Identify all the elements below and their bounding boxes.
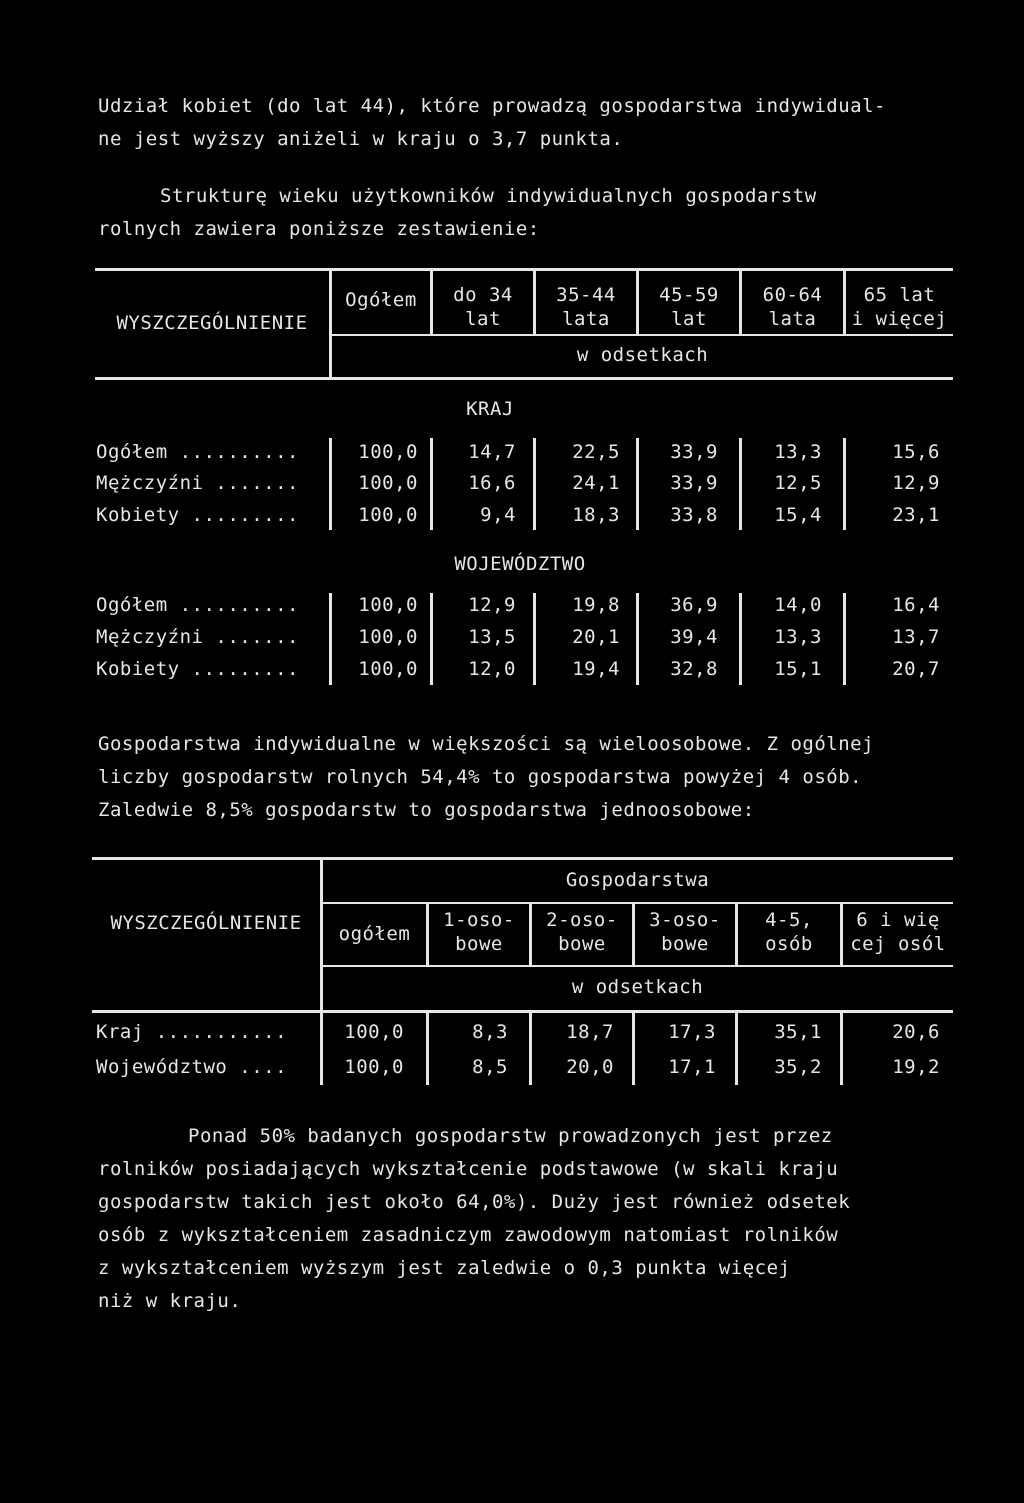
column-header [635, 908, 735, 956]
table-cell: 18,7 [566, 1021, 614, 1043]
table-cell: 33,9 [670, 441, 718, 463]
section-title: KRAJ [466, 398, 514, 420]
column-header [433, 283, 533, 331]
row-label: Kraj ........... [96, 1021, 288, 1043]
table-cell: 8,3 [472, 1021, 508, 1043]
table-cell: 33,9 [670, 472, 718, 494]
column-header [332, 288, 430, 312]
column-divider [840, 1012, 843, 1085]
table-cell: 14,0 [774, 594, 822, 616]
paragraph-structure [98, 180, 958, 246]
table-cell: 20,6 [892, 1021, 940, 1043]
table-cell: 13,7 [892, 626, 940, 648]
column-header [536, 283, 636, 331]
table-cell: 9,4 [480, 504, 516, 526]
table-cell: 12,5 [774, 472, 822, 494]
column-header-line: 2-oso- [546, 909, 618, 931]
table-cell: 20,0 [566, 1056, 614, 1078]
column-header [429, 908, 529, 956]
stub-header: WYSZCZEGÓLNIENIE [116, 312, 308, 334]
text-line: Zaledwie 8,5% gospodarstw to gospodarstwa jednoosobowe: [98, 799, 755, 821]
column-divider [843, 438, 846, 530]
table-cell: 33,8 [670, 504, 718, 526]
text-line: rolników posiadających wykształcenie podstawowe (w skali kraju [98, 1158, 839, 1180]
column-header-line: lat [465, 308, 501, 330]
column-header-line: 65 lat [863, 284, 936, 306]
column-header-line: 45-59 [659, 284, 719, 306]
table-rule [322, 902, 953, 904]
column-header [639, 283, 739, 331]
row-label: Województwo .... [96, 1056, 288, 1078]
text-line: liczby gospodarstw rolnych 54,4% to gospodarstwa powyżej 4 osób. [98, 766, 863, 788]
table-rule [92, 1010, 953, 1013]
table-cell: 19,2 [892, 1056, 940, 1078]
unit-label: w odsetkach [571, 976, 704, 998]
table-cell: 12,9 [892, 472, 940, 494]
table-cell: 18,3 [572, 504, 620, 526]
column-header-line: do 34 [453, 284, 513, 306]
column-header [323, 922, 426, 946]
text-line: Udział kobiet (do lat 44), które prowadzą gospodarstwa indywidual- [98, 95, 886, 117]
unit-label: w odsetkach [576, 344, 709, 366]
row-label: Ogółem .......... [96, 441, 299, 463]
table-cell: 16,4 [892, 594, 940, 616]
table-cell: 13,3 [774, 441, 822, 463]
table-cell: 100,0 [344, 1021, 404, 1043]
table-cell: 100,0 [358, 658, 418, 680]
column-header-line: 35-44 [556, 284, 616, 306]
table-cell: 22,5 [572, 441, 620, 463]
text-line: ne jest wyższy aniżeli w kraju o 3,7 punkta. [98, 128, 624, 150]
column-header [738, 908, 840, 956]
table-rule [95, 377, 953, 380]
column-header-line: bowe [661, 933, 709, 955]
table-cell: 35,1 [774, 1021, 822, 1043]
table-cell: 15,6 [892, 441, 940, 463]
table-rule [322, 965, 953, 967]
column-header [843, 908, 953, 956]
table-cell: 16,6 [468, 472, 516, 494]
column-header-line: bowe [558, 933, 606, 955]
table-cell: 15,1 [774, 658, 822, 680]
column-header-line: 60-64 [762, 284, 823, 306]
column-header-line: 6 i wię [856, 909, 940, 931]
column-header-line: bowe [455, 933, 503, 955]
table-cell: 15,4 [774, 504, 822, 526]
row-label: Ogółem .......... [96, 594, 299, 616]
table-cell: 23,1 [892, 504, 940, 526]
column-header-line: lat [671, 308, 707, 330]
text-line: Strukturę wieku użytkowników indywidualnych gospodarstw [160, 185, 817, 207]
column-header-line: 4-5, [765, 909, 813, 931]
text-line: rolnych zawiera poniższe zestawienie: [98, 218, 540, 240]
column-header-line: osób [765, 933, 813, 955]
table-cell: 14,7 [468, 441, 516, 463]
column-header-line: Ogółem [345, 289, 417, 311]
paragraph-intro [98, 90, 958, 156]
text-line: niż w kraju. [98, 1290, 242, 1312]
stub-header: WYSZCZEGÓLNIENIE [110, 912, 302, 934]
table-rule [92, 857, 953, 860]
column-header-line: ogółem [338, 923, 411, 945]
table-cell: 100,0 [344, 1056, 404, 1078]
column-header-line: lata [768, 308, 817, 330]
column-header-line: cej osól [850, 933, 946, 955]
table-cell: 35,2 [774, 1056, 822, 1078]
group-header: Gospodarstwa [565, 869, 710, 891]
table-cell: 20,7 [892, 658, 940, 680]
table-cell: 100,0 [358, 504, 418, 526]
table-cell: 36,9 [670, 594, 718, 616]
table-cell: 20,1 [572, 626, 620, 648]
row-label: Kobiety ......... [96, 504, 299, 526]
column-header-line: 3-oso- [649, 909, 721, 931]
table-rule [95, 268, 953, 271]
row-label: Kobiety ......... [96, 658, 299, 680]
text-line: Gospodarstwa indywidualne w większości są wieloosobowe. Z ogólnej [98, 733, 875, 755]
table-cell: 12,9 [468, 594, 516, 616]
column-header-line: lata [562, 308, 610, 330]
text-line: osób z wykształceniem zasadniczym zawodowym natomiast rolników [98, 1224, 839, 1246]
table-cell: 100,0 [358, 626, 418, 648]
table-cell: 19,8 [572, 594, 620, 616]
table-cell: 12,0 [468, 658, 516, 680]
table-rule [330, 334, 953, 336]
paragraph-households [98, 728, 958, 827]
text-line: gospodarstw takich jest około 64,0%). Duży jest również odsetek [98, 1191, 851, 1213]
table-cell: 19,4 [572, 658, 620, 680]
text-line: Ponad 50% badanych gospodarstw prowadzonych jest przez [188, 1125, 833, 1147]
row-label: Mężczyźni ....... [96, 472, 299, 494]
table-cell: 8,5 [472, 1056, 508, 1078]
table-cell: 24,1 [572, 472, 620, 494]
table-cell: 17,3 [668, 1021, 716, 1043]
column-header [742, 283, 843, 331]
section-title: WOJEWÓDZTWO [454, 553, 586, 575]
column-header [532, 908, 632, 956]
row-label: Mężczyźni ....... [96, 626, 299, 648]
table-cell: 17,1 [668, 1056, 716, 1078]
paragraph-education [98, 1120, 958, 1318]
table-cell: 13,5 [468, 626, 516, 648]
table-cell: 100,0 [358, 441, 418, 463]
table-cell: 13,3 [774, 626, 822, 648]
column-header-line: 1-oso- [443, 909, 515, 931]
table-cell: 100,0 [358, 472, 418, 494]
column-header-line: i więcej [851, 308, 948, 330]
text-line: z wykształceniem wyższym jest zaledwie o 0,3 punkta więcej [98, 1257, 791, 1279]
table-cell: 100,0 [358, 594, 418, 616]
column-divider [843, 593, 846, 685]
table-cell: 32,8 [670, 658, 718, 680]
column-header [846, 283, 953, 331]
table-cell: 39,4 [670, 626, 718, 648]
